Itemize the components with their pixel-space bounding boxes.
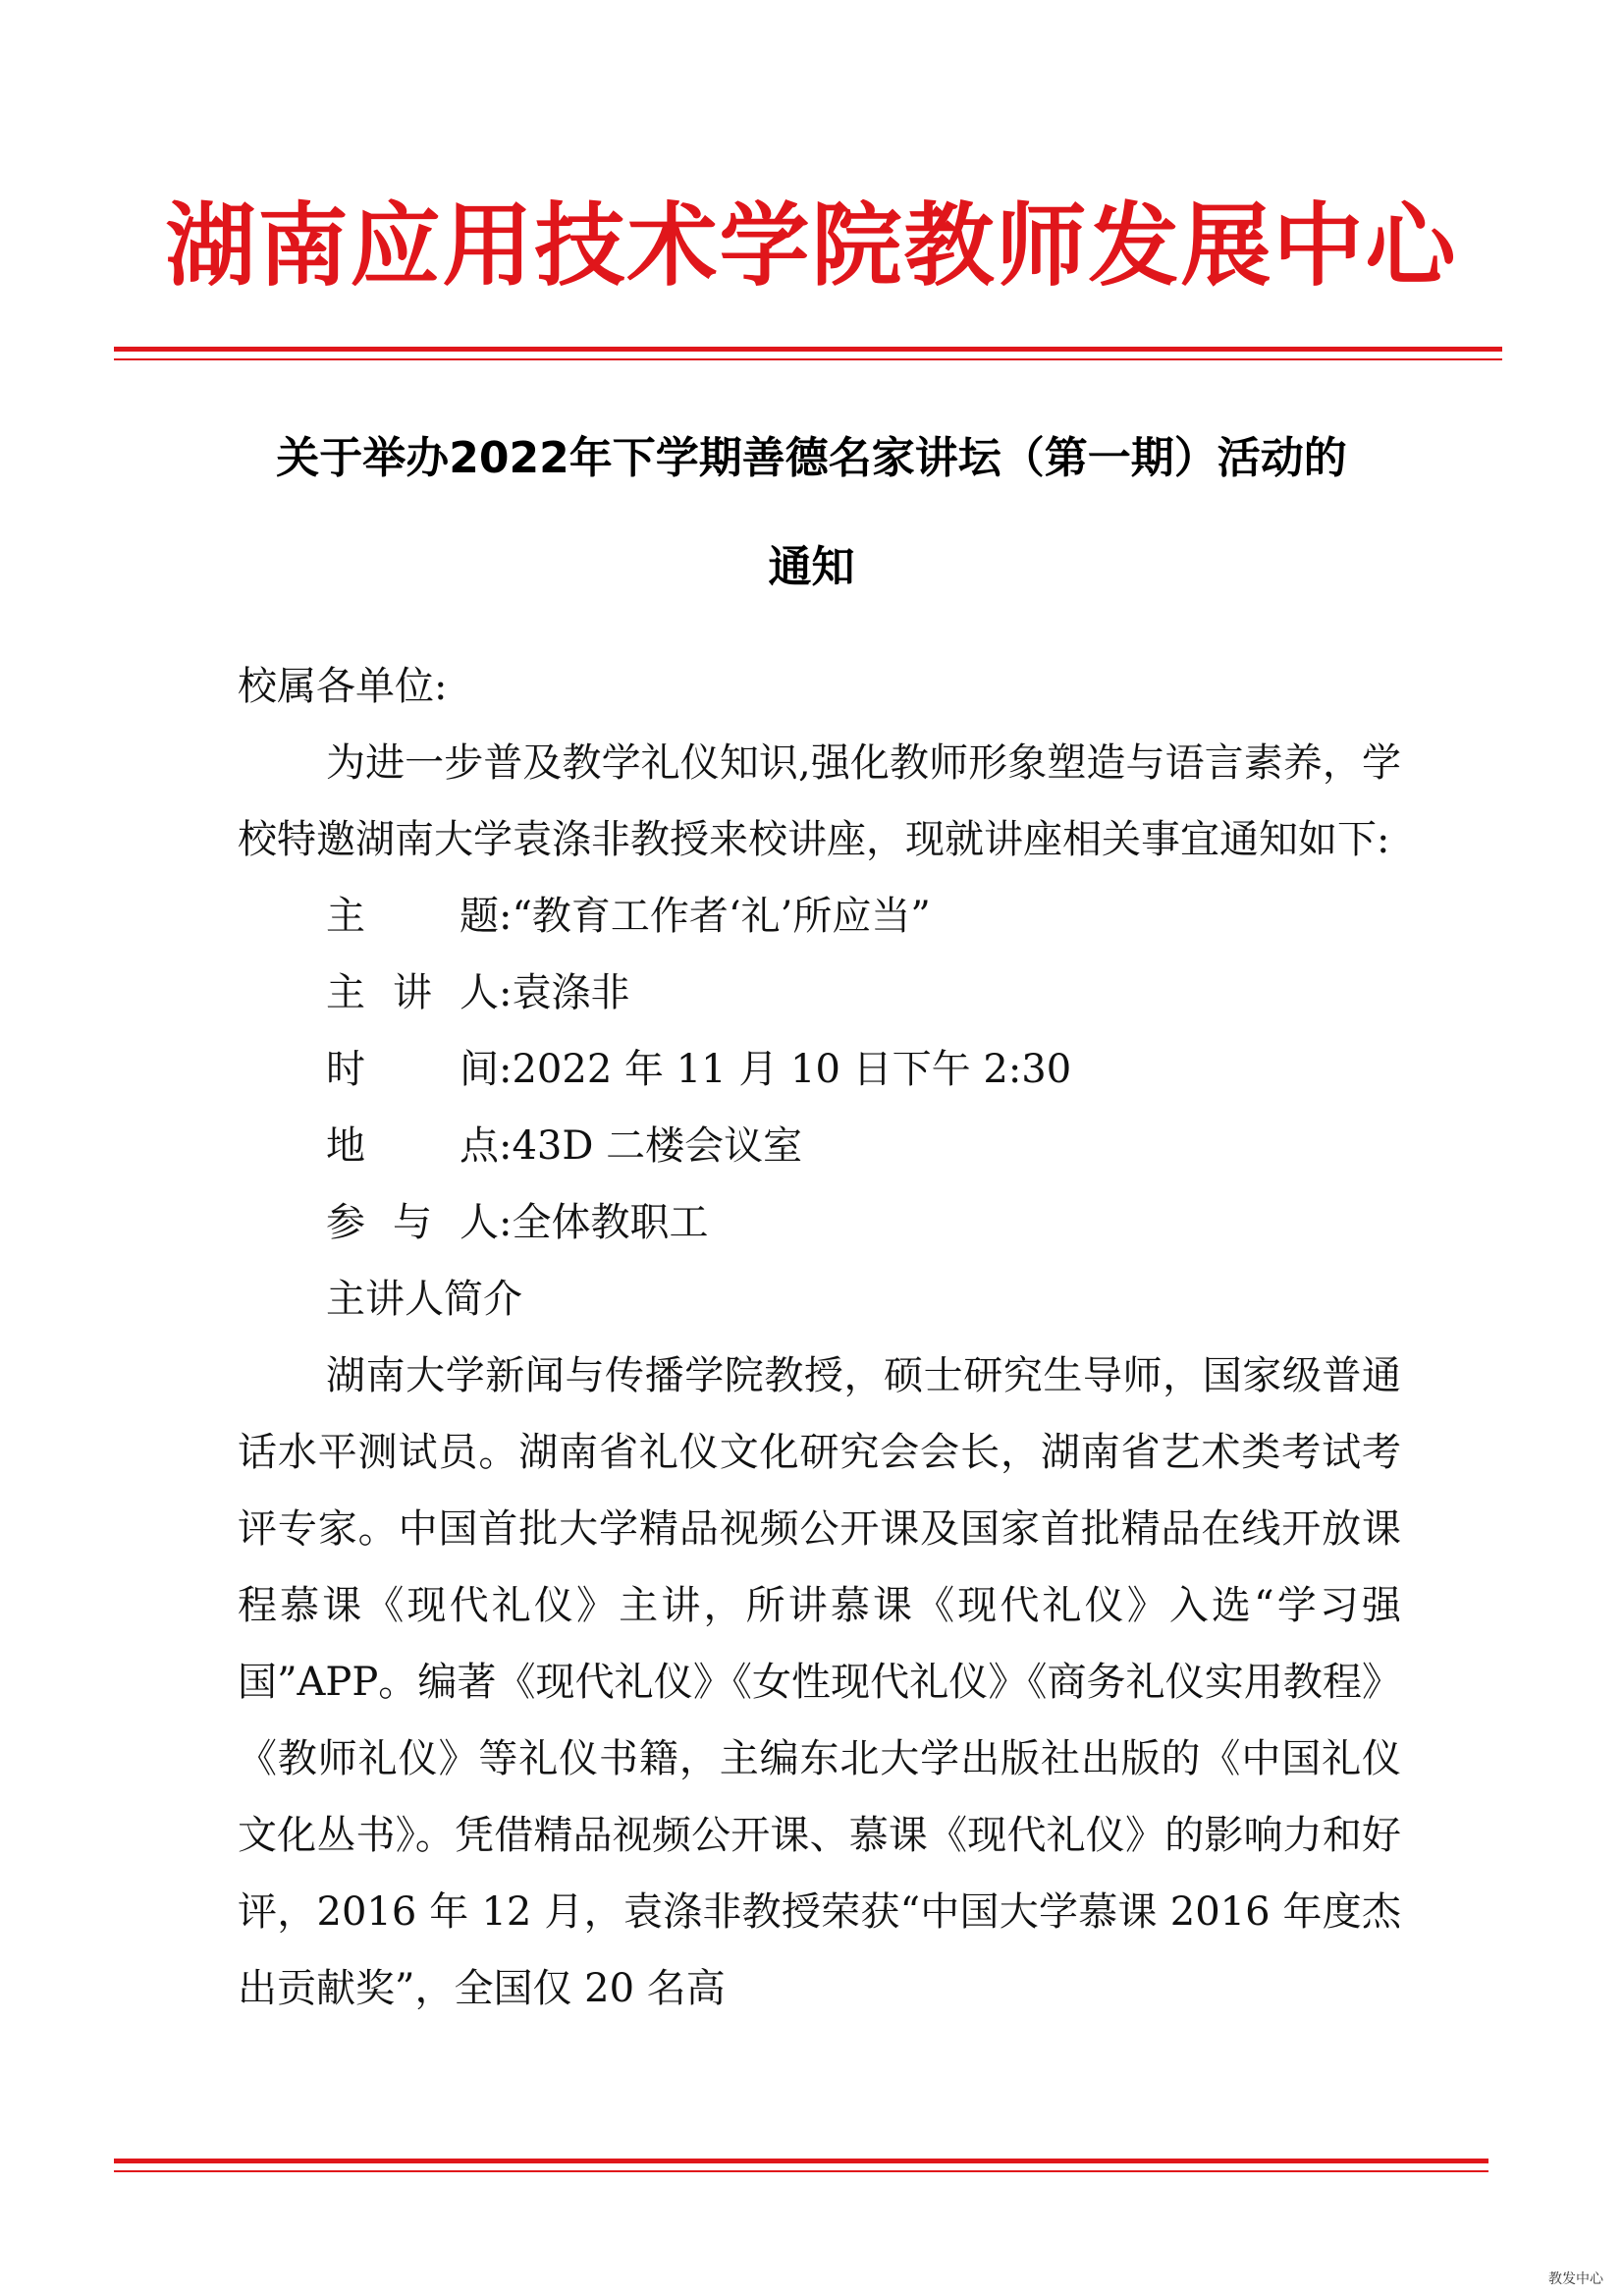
detail-value: 2022 年 11 月 10 日下午 2:30 xyxy=(512,1047,1072,1092)
detail-label: 时间 xyxy=(326,1047,499,1092)
detail-row-participants xyxy=(238,1184,1401,1261)
detail-row-time xyxy=(238,1031,1401,1108)
bio-paragraph: 湖南大学新闻与传播学院教授，硕士研究生导师，国家级普通话水平测试员。湖南省礼仪文化研究会会长，湖南省艺术类考试考评专家。中国首批大学精品视频公开课及国家首批精品在线开放课程慕课《现代礼仪》主讲，所讲慕课《现代礼仪》入选“学习强国”APP。编著《现代礼仪》《女性现代礼仪》《商务礼仪实用教程》《教师礼仪》等礼仪书籍，主编东北大学出版社出版的《中国礼仪文化丛书》。凭借精品视频公开课、慕课《现代礼仪》的影响力和好评，2016 年 12 月，袁涤非教授荣获“中国大学慕课 2016 年度杰出贡献奖”，全国仅 20 名高 xyxy=(238,1353,1401,2011)
bio-heading: 主讲人简介 xyxy=(326,1277,522,1322)
footer-rule-thin xyxy=(114,2170,1488,2172)
detail-row-speaker xyxy=(238,955,1401,1031)
header-rule-thick xyxy=(114,347,1502,352)
detail-sep: : xyxy=(499,894,513,939)
intro-paragraph: 为进一步普及教学礼仪知识,强化教师形象塑造与语言素养，学校特邀湖南大学袁涤非教授来校讲座，现就讲座相关事宜通知如下: xyxy=(238,740,1401,862)
detail-value: “教育工作者‘礼’所应当” xyxy=(512,894,931,939)
detail-row-location xyxy=(238,1108,1401,1184)
salutation: 校属各单位: xyxy=(238,664,448,709)
detail-label: 主题 xyxy=(326,894,499,939)
detail-value: 43D 二楼会议室 xyxy=(512,1123,803,1169)
notice-title-line1: 关于举办2022年下学期善德名家讲坛（第一期）活动的 xyxy=(276,433,1347,483)
footer-rule-thick xyxy=(114,2159,1488,2163)
detail-value: 袁涤非 xyxy=(512,970,630,1015)
detail-row-topic xyxy=(238,878,1401,955)
detail-label: 地点 xyxy=(326,1123,499,1169)
detail-label: 参与人 xyxy=(326,1200,499,1245)
footer-label: 教发中心 xyxy=(1548,2271,1603,2287)
detail-value: 全体教职工 xyxy=(512,1200,709,1245)
detail-sep: : xyxy=(499,1123,513,1169)
detail-label: 主讲人 xyxy=(326,970,499,1015)
notice-body xyxy=(238,725,1401,2027)
detail-sep: : xyxy=(499,1200,513,1245)
detail-sep: : xyxy=(499,1047,513,1092)
notice-title-line2: 通知 xyxy=(768,542,855,592)
org-title: 湖南应用技术学院教师发展中心 xyxy=(165,192,1458,299)
detail-sep: : xyxy=(499,970,513,1015)
header-rule-thin xyxy=(114,358,1502,360)
